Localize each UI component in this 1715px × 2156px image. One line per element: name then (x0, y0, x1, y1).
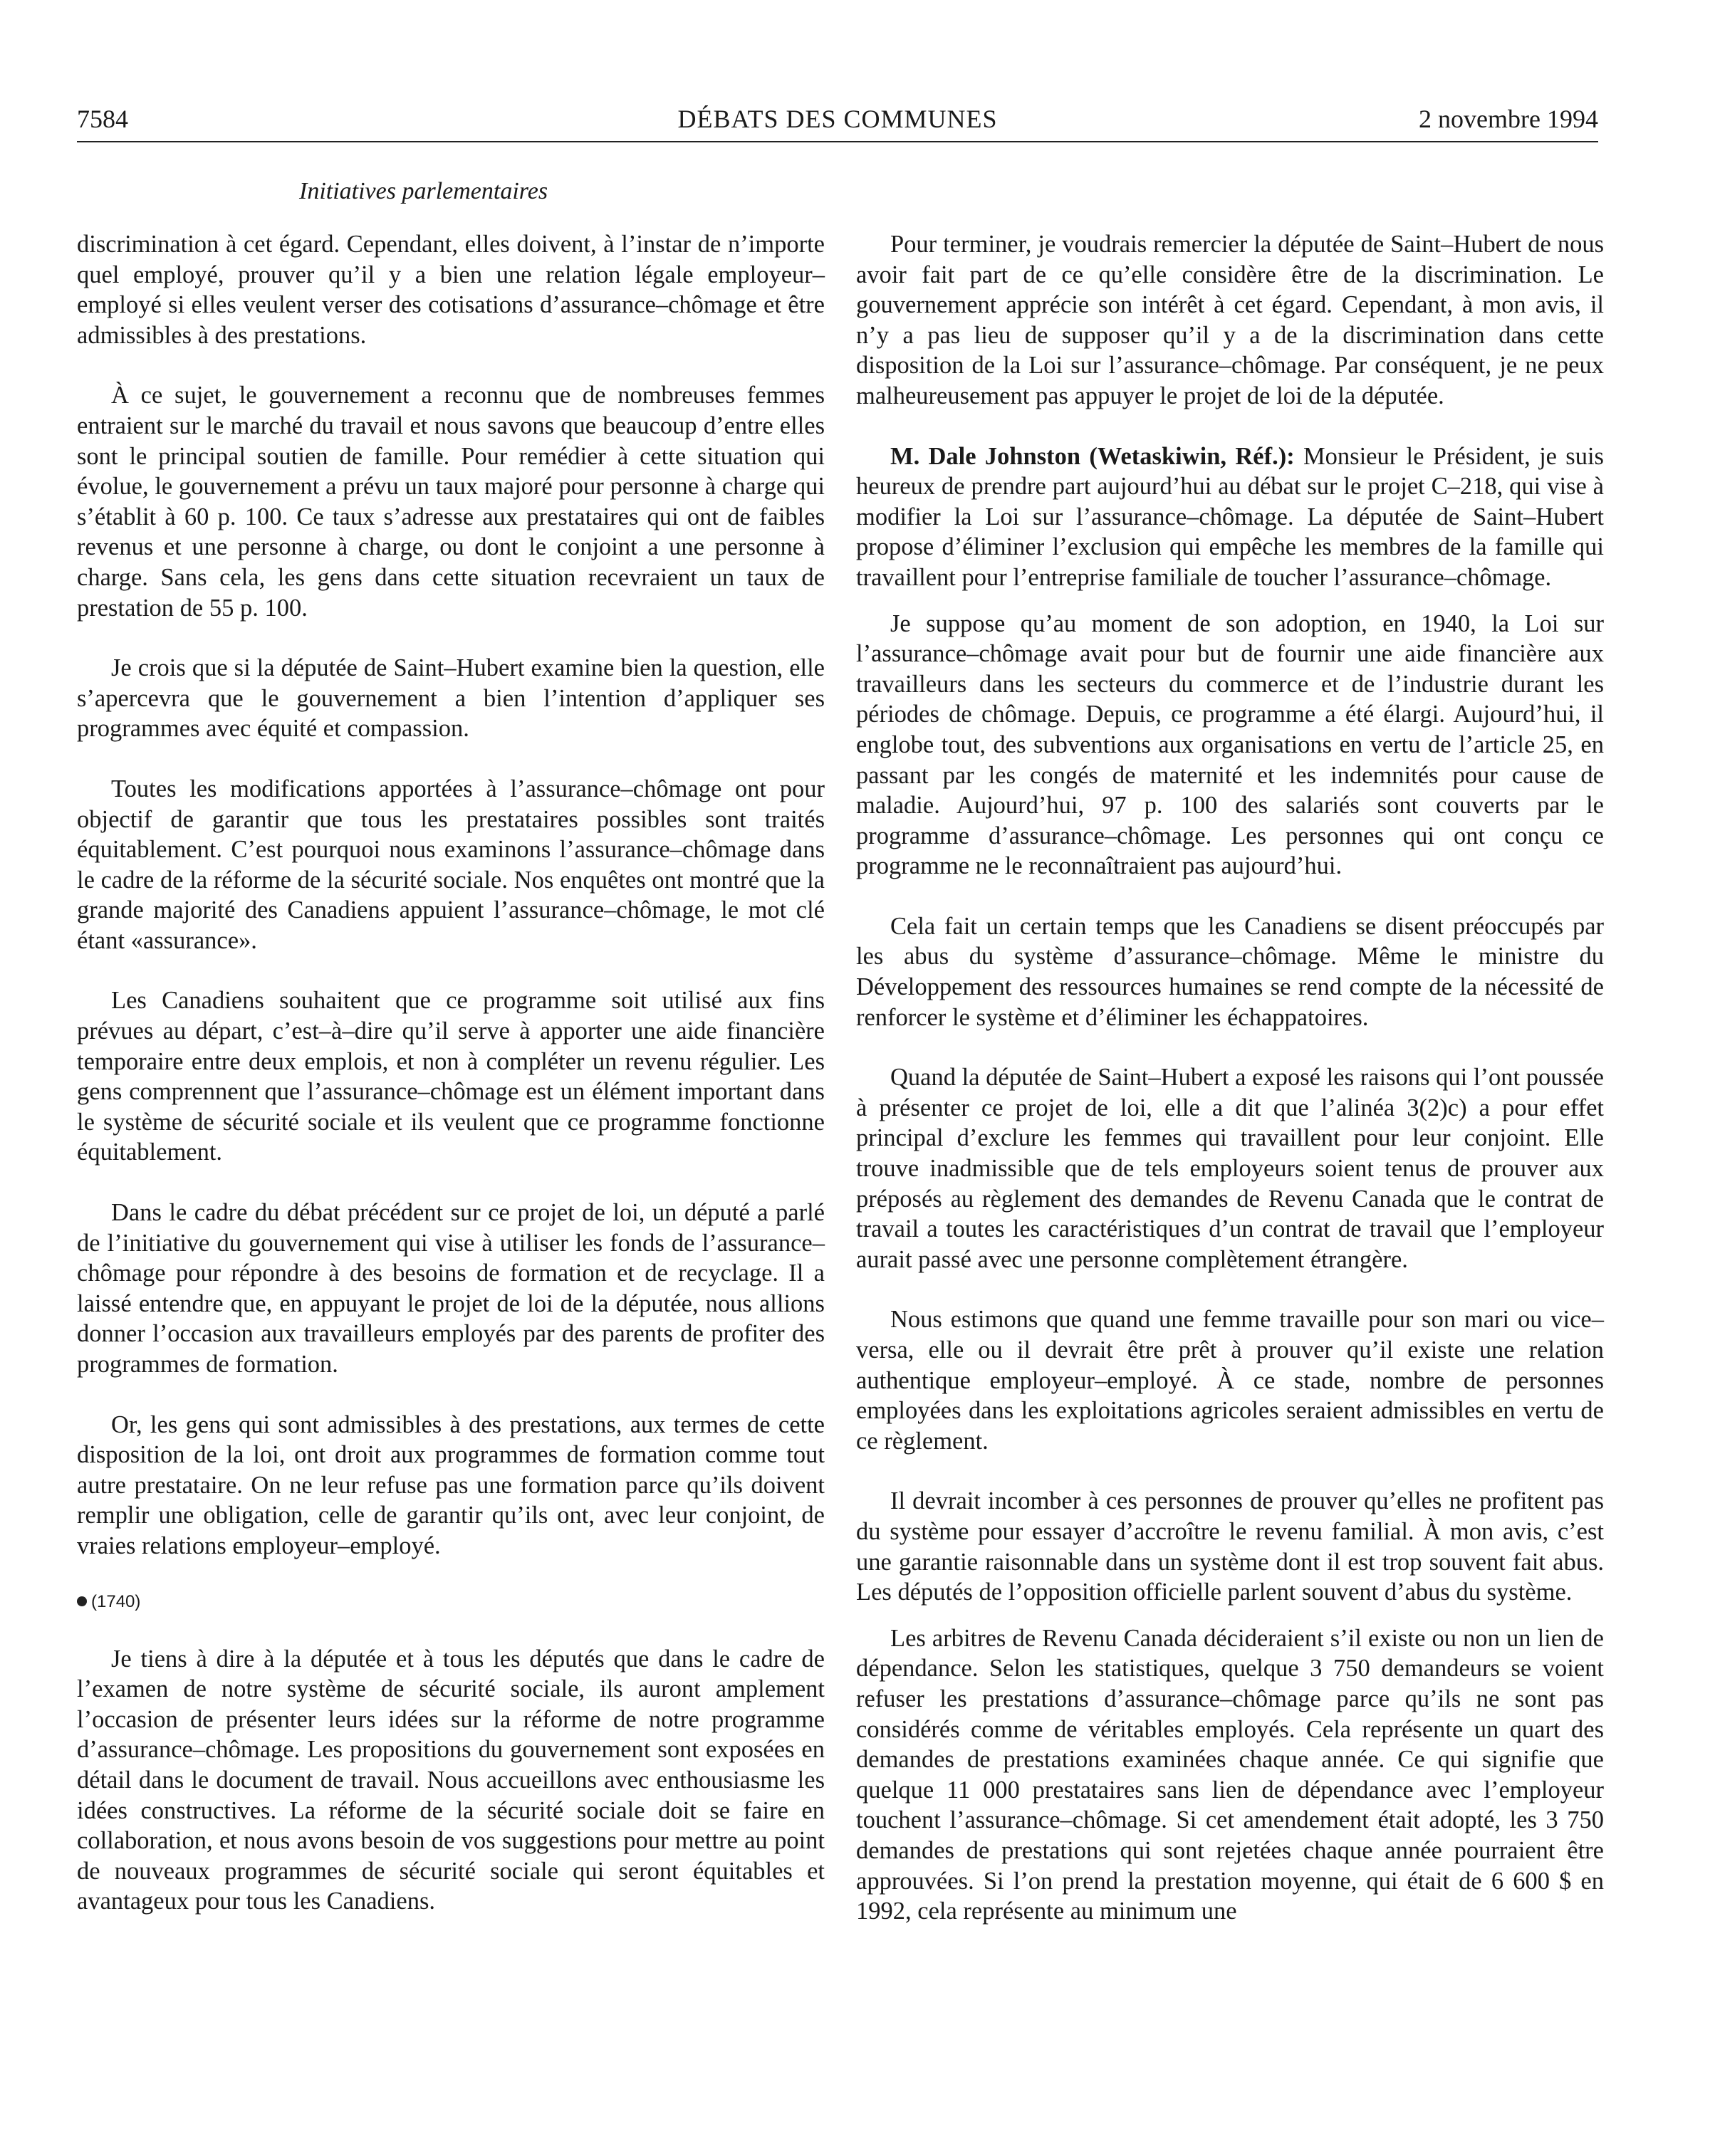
timestamp-text: (1740) (91, 1591, 141, 1611)
paragraph: Nous estimons que quand une femme travaille pour son mari ou vice–versa, elle ou il devrait être prêt à prouver qu’il existe une relation authentique employeur–employé. À ce stade, nombre de personnes employées dans les exploitations agricoles seraient admissibles en vertu de ce règlement. (856, 1306, 1604, 1455)
paragraph: Il devrait incomber à ces personnes de prouver qu’elles ne profitent pas du système pour essayer d’accroître le revenu familial. À mon avis, c’est une garantie raisonnable dans un système dont il est trop souvent fait abus. Les députés de l’opposition officielle parlent souvent d’abus du système. (856, 1487, 1604, 1606)
paragraph: Toutes les modifications apportées à l’assurance–chômage ont pour objectif de garantir que tous les prestataires possibles sont traités équitablement. C’est pourquoi nous examinons l’assurance–chômage dans le cadre de la réforme de la sécurité sociale. Nos enquêtes ont montré que la grande majorité des Canadiens appuient l’assurance–chômage, le mot clé étant «assurance». (77, 775, 825, 954)
publication-title: DÉBATS DES COMMUNES (677, 105, 998, 133)
paragraph: Les Canadiens souhaitent que ce programme soit utilisé aux fins prévues au départ, c’est–à–dire qu’il serve à apporter une aide financière temporaire entre deux emplois, et non à compléter un revenu régulier. Les gens comprennent que l’assurance–chômage est un élément important dans le système de sécurité sociale et ils veulent que ce programme fonctionne équitablement. (77, 987, 825, 1166)
left-column (77, 229, 825, 1947)
paragraph: Je crois que si la députée de Saint–Hubert examine bien la question, elle s’apercevra que le gouvernement a bien l’intention d’appliquer ses programmes avec équité et compassion. (77, 654, 825, 743)
speaker-text: Monsieur le Président, je suis heureux de prendre part aujourd’hui au débat sur le projet C–218, qui vise à modifier la Loi sur l’assurance–chômage. La députée de Saint–Hubert propose d’éliminer l’exclusion qui empêche les membres de la famille qui travaillent pour l’entreprise familiale de toucher l’assurance–chômage. (856, 442, 1604, 591)
paragraph: À ce sujet, le gouvernement a reconnu que de nombreuses femmes entraient sur le marché du travail et nous savons que beaucoup d’entre elles sont le principal soutien de famille. Pour remédier à cette situation qui évolue, le gouvernement a prévu un taux majoré pour personne à charge qui s’établit à 60 p. 100. Ce taux s’adresse aux prestataires qui ont de faibles revenus et une personne à charge, ou dont le conjoint a une personne à charge. Sans cela, les gens dans cette situation recevraient un taux de prestation de 55 p. 100. (77, 382, 825, 622)
paragraph: discrimination à cet égard. Cependant, elles doivent, à l’instar de n’importe quel employé, prouver qu’il y a bien une relation légale employeur–employé si elles veulent verser des cotisations d’assurance–chômage et être admissibles à des prestations. (77, 231, 825, 349)
paragraph: Cela fait un certain temps que les Canadiens se disent préoccupés par les abus du système d’assurance–chômage. Même le ministre du Développement des ressources humaines se rend compte de la nécessité de renforcer le système et d’éliminer les échappatoires. (856, 912, 1604, 1031)
paragraph: Je suppose qu’au moment de son adoption, en 1940, la Loi sur l’assurance–chômage avait pour but de fournir une aide financière aux travailleurs dans les secteurs du commerce et de l’industrie durant les périodes de chômage. Depuis, ce programme a été élargi. Aujourd’hui, il englobe tout, des subventions aux organisations en vertu de l’article 25, en passant par les congés de maternité et les indemnités pour cause de maladie. Aujourd’hui, 97 p. 100 des salariés sont couverts par le programme d’assurance–chômage. Les personnes qui ont conçu ce programme ne le reconnaîtraient pas aujourd’hui. (856, 609, 1604, 880)
paragraph: Quand la députée de Saint–Hubert a exposé les raisons qui l’ont poussée à présenter ce projet de loi, elle a dit que l’alinéa 3(2)c) a pour effet principal d’exclure les femmes qui travaillent pour leur conjoint. Elle trouve inadmissible que de tels employeurs soient tenus de prouver aux préposés au règlement des demandes de Revenu Canada que le contrat de travail a toutes les caractéristiques d’un contrat de travail que l’employeur aurait passé avec une personne complètement étrangère. (856, 1064, 1604, 1273)
bullet-icon (77, 1596, 87, 1606)
paragraph: Pour terminer, je voudrais remercier la députée de Saint–Hubert de nous avoir fait part de ce qu’elle considère être de la discrimination. Le gouvernement apprécie son intérêt à cet égard. Cependant, à mon avis, il n’y a pas lieu de supposer qu’il y a de la discrimination dans cette disposition de la Loi sur l’assurance–chômage. Par conséquent, je ne peux malheureusement pas appuyer le projet de loi de la députée. (856, 231, 1604, 409)
page-header (77, 100, 1598, 142)
publication-date: 2 novembre 1994 (1419, 105, 1598, 133)
timestamp-marker (77, 1591, 825, 1613)
speaker-name: M. Dale Johnston (Wetaskiwin, Réf.): (890, 442, 1295, 470)
paragraph: Les arbitres de Revenu Canada décideraient s’il existe ou non un lien de dépendance. Selon les statistiques, quelque 3 750 demandeurs se voient refuser les prestations d’assurance–chômage parce qu’ils ne sont pas considérés comme de véritables employés. Cela représente un quart des demandes de prestations examinées chaque année. Ce qui signifie que quelque 11 000 prestataires sans lien de dépendance avec l’employeur touchent l’assurance–chômage. Si cet amendement était adopté, les 3 750 demandes de prestations qui sont rejetées chaque année pourraient être approuvées. Si l’on prend la prestation moyenne, qui était de 6 600 $ en 1992, cela représente au minimum une (856, 1624, 1604, 1925)
paragraph: Je tiens à dire à la députée et à tous les députés que dans le cadre de l’examen de notre système de sécurité sociale, ils auront amplement l’occasion de présenter leurs idées sur la réforme de notre programme d’assurance–chômage. Les propositions du gouvernement sont exposées en détail dans le document de travail. Nous accueillons avec enthousiasme les idées constructives. La réforme de la sécurité sociale doit se faire en collaboration, et nous avons besoin de vos suggestions pour mettre au point de nouveaux programmes de sécurité sociale qui seront équitables et avantageux pour tous les Canadiens. (77, 1645, 825, 1915)
right-column (856, 229, 1604, 1957)
page-number: 7584 (77, 105, 128, 133)
paragraph: Dans le cadre du débat précédent sur ce projet de loi, un député a parlé de l’initiative du gouvernement qui vise à utiliser les fonds de l’assurance–chômage pour répondre à des besoins de formation et de recyclage. Il a laissé entendre que, en appuyant le projet de loi de la députée, nous allions donner l’occasion aux travailleurs employés par des parents de profiter des programmes de formation. (77, 1199, 825, 1378)
paragraph: Or, les gens qui sont admissibles à des prestations, aux termes de cette disposition de la loi, ont droit aux programmes de formation comme tout autre prestataire. On ne leur refuse pas une formation parce qu’ils doivent remplir une obligation, celle de garantir qu’ils ont, avec leur conjoint, de vraies relations employeur–employé. (77, 1411, 825, 1559)
section-title: Initiatives parlementaires (299, 178, 548, 204)
speaker-paragraph (856, 441, 1604, 593)
